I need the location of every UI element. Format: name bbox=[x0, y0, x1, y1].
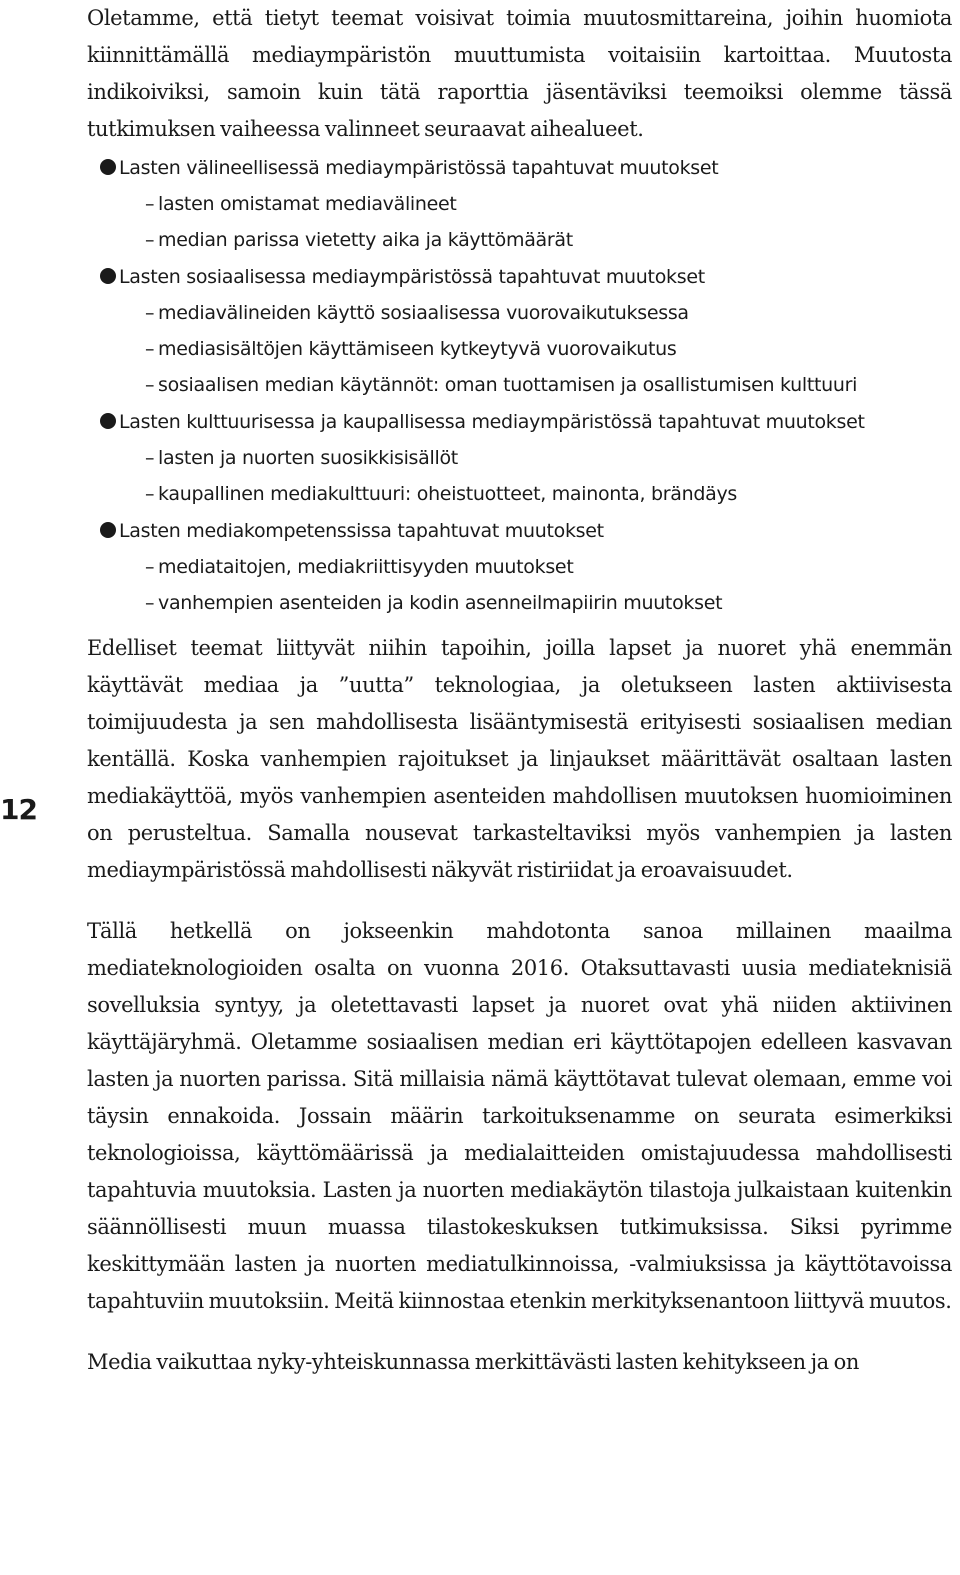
theme-item bbox=[87, 410, 952, 507]
sub-item bbox=[87, 337, 952, 362]
body-paragraph: Media vaikuttaa nyky-yhteiskunnassa merkittävästi lasten kehitykseen ja on bbox=[87, 1350, 859, 1374]
body-paragraph: Tällä hetkellä on jokseenkin mahdotonta sanoa millainen maailma mediateknologioiden osalta on vuonna 2016. Otaksuttavasti uusia mediateknisiä sovelluksia syntyy, ja oletettavasti lapset ja nuoret ovat yhä niiden aktiivinen käyttäjäryhmä. Oletamme sosiaalisen median eri käyttötapojen edelleen kasvavan lasten ja nuorten parissa. Sitä millaisia nämä käyttötavat tulevat olemaan, emme voi täysin ennakoida. Jossain määrin tarkoituksenamme on seurata esimerkiksi teknologioissa, käyttömäärissä ja medialaitteiden omistajuudessa mahdollisesti tapahtuvia muutoksia. Lasten ja nuorten mediakäytön tilastoja julkaistaan kuitenkin säännöllisesti muun muassa tilastokeskuksen tutkimuksissa. Siksi pyrimme keskittymään lasten ja nuorten mediatulkinnoissa, -valmiuksissa ja käyttötavoissa tapahtuviin muutoksiin. Meitä kiinnostaa etenkin merkityksenantoon liittyvä muutos. bbox=[87, 919, 952, 1313]
page-content bbox=[87, 0, 952, 1381]
intro-paragraph: Oletamme, että tietyt teemat voisivat toimia muutosmittareina, joihin huomiota kiinnittämällä mediaympäristön muuttumista voitaisiin kartoittaa. Muutosta indikoiviksi, samoin kuin tätä raporttia jäsentäviksi teemoiksi olemme tässä tutkimuksen vaiheessa valinneet seuraavat aihealueet. bbox=[87, 6, 952, 141]
dash-icon: – bbox=[145, 338, 155, 360]
body-paragraph: Edelliset teemat liittyvät niihin tapoihin, joilla lapset ja nuoret yhä enemmän käyttävät mediaa ja ”uutta” teknologiaa, ja oletukseen lasten aktiivisesta toimijuudesta ja sen mahdollisesta lisääntymisestä erityisesti sosiaalisen median kentällä. Koska vanhempien rajoitukset ja linjaukset määrittävät osaltaan lasten mediakäyttöä, myös vanhempien asenteiden mahdollisen muutoksen huomioiminen on perusteltua. Samalla nousevat tarkasteltaviksi myös vanhempien ja lasten mediaympäristössä mahdollisesti näkyvät ristiriidat ja eroavaisuudet. bbox=[87, 636, 952, 882]
sub-item-text: mediasisältöjen käyttämiseen kytkeytyvä vuorovaikutus bbox=[158, 338, 677, 360]
dash-icon: – bbox=[145, 556, 155, 578]
dash-icon: – bbox=[145, 193, 155, 215]
sub-item bbox=[87, 301, 952, 326]
sub-item-text: lasten ja nuorten suosikkisisällöt bbox=[158, 447, 458, 469]
dash-icon: – bbox=[145, 229, 155, 251]
sub-item-text: sosiaalisen median käytännöt: oman tuottamisen ja osallistumisen kulttuuri bbox=[158, 374, 858, 396]
sub-item bbox=[87, 192, 952, 217]
bullet-icon bbox=[100, 413, 116, 429]
sub-item bbox=[87, 591, 952, 616]
sub-list bbox=[87, 555, 952, 616]
sub-list bbox=[87, 301, 952, 398]
theme-title: Lasten sosiaalisessa mediaympäristössä tapahtuvat muutokset bbox=[119, 266, 705, 288]
theme-list bbox=[87, 156, 952, 616]
sub-item-text: mediataitojen, mediakriittisyyden muutokset bbox=[158, 556, 574, 578]
sub-list bbox=[87, 192, 952, 253]
theme-item bbox=[87, 265, 952, 398]
theme-title: Lasten mediakompetenssissa tapahtuvat muutokset bbox=[119, 520, 604, 542]
sub-item-text: kaupallinen mediakulttuuri: oheistuotteet, mainonta, brändäys bbox=[158, 483, 738, 505]
dash-icon: – bbox=[145, 374, 155, 396]
page-number: 12 bbox=[0, 793, 37, 826]
bullet-icon bbox=[100, 159, 116, 175]
sub-item bbox=[87, 373, 952, 398]
dash-icon: – bbox=[145, 447, 155, 469]
sub-item-text: mediavälineiden käyttö sosiaalisessa vuorovaikutuksessa bbox=[158, 302, 689, 324]
sub-list bbox=[87, 446, 952, 507]
dash-icon: – bbox=[145, 592, 155, 614]
bullet-icon bbox=[100, 522, 116, 538]
sub-item bbox=[87, 228, 952, 253]
sub-item bbox=[87, 482, 952, 507]
dash-icon: – bbox=[145, 483, 155, 505]
sub-item-text: vanhempien asenteiden ja kodin asenneilmapiirin muutokset bbox=[158, 592, 723, 614]
theme-title: Lasten kulttuurisessa ja kaupallisessa mediaympäristössä tapahtuvat muutokset bbox=[119, 411, 865, 433]
sub-item-text: lasten omistamat mediavälineet bbox=[158, 193, 457, 215]
sub-item-text: median parissa vietetty aika ja käyttömäärät bbox=[158, 229, 573, 251]
theme-title: Lasten välineellisessä mediaympäristössä tapahtuvat muutokset bbox=[119, 157, 719, 179]
theme-item bbox=[87, 156, 952, 253]
dash-icon: – bbox=[145, 302, 155, 324]
sub-item bbox=[87, 446, 952, 471]
bullet-icon bbox=[100, 268, 116, 284]
sub-item bbox=[87, 555, 952, 580]
theme-item bbox=[87, 519, 952, 616]
